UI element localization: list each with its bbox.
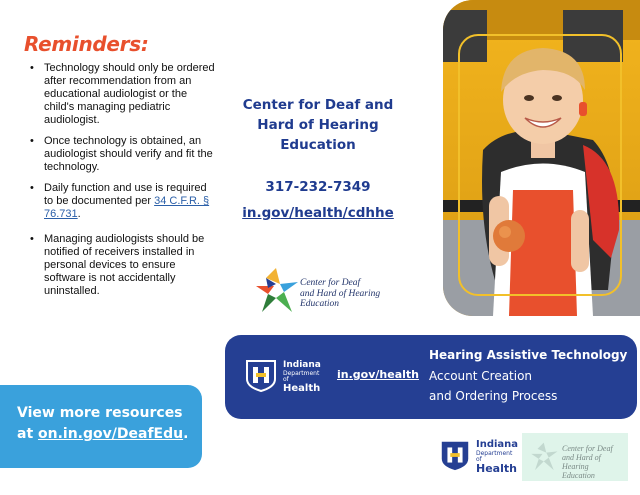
cfr-link[interactable]: 34 C.F.R. § 76.731 xyxy=(44,195,210,220)
phone-number[interactable]: 317-232-7349 xyxy=(265,179,371,195)
reminders-heading: Reminders: xyxy=(24,32,149,56)
reminder-text: Daily function and use is required to be documented per xyxy=(44,182,207,207)
photo-frame xyxy=(458,34,622,296)
cdhhe-logo-text: Center for Deaf and Hard of Hearing Education xyxy=(300,278,381,309)
cdhhe-logo-text: Center for Deaf and Hard of Hearing Education xyxy=(562,444,613,480)
list-item: • Technology should only be ordered after recommendation from an educational audiologist or the child's managing pediatric audiologist. xyxy=(30,62,215,126)
indiana-health-logo-icon xyxy=(438,437,472,473)
resources-link[interactable]: on.in.gov/DeafEdu xyxy=(38,426,184,442)
indiana-health-logo-icon xyxy=(243,357,279,393)
cdhhe-web-link[interactable]: in.gov/health/cdhhe xyxy=(242,205,394,221)
list-item: • Once technology is obtained, an audiologist should verify and fit the technology. xyxy=(30,135,213,173)
reminder-text: Managing audiologists should be notified of receivers installed in personal devices to ensure software is not accidentally uninstalled. xyxy=(44,233,205,297)
reminder-text: Technology should only be ordered after recommendation from an educational audiologist or the child's managing pediatric audiologist. xyxy=(44,62,215,126)
reminders-list xyxy=(30,62,216,306)
list-item: • Daily function and use is required to be documented per 34 C.F.R. § 76.731. xyxy=(30,182,210,220)
indiana-health-wordmark: Indiana Department of Health xyxy=(283,360,321,394)
health-web-link[interactable]: in.gov/health xyxy=(337,368,419,381)
resources-text: View more resources at on.in.gov/DeafEdu. xyxy=(17,405,189,442)
document-title: Hearing Assistive Technology xyxy=(429,348,628,362)
list-item: • Managing audiologists should be notified of receivers installed in personal devices to ensure software is not accidentally uninstalled. xyxy=(30,233,205,297)
cdhhe-star-icon xyxy=(530,441,560,473)
cdhhe-star-icon xyxy=(254,266,302,316)
reminder-text: Once technology is obtained, an audiologist should verify and fit the technology. xyxy=(44,135,213,173)
center-name: Center for Deaf and Hard of Hearing Education xyxy=(242,97,394,153)
footer-cdhhe-logo xyxy=(522,433,628,481)
document-subtitle: Account Creation and Ordering Process xyxy=(429,369,558,403)
